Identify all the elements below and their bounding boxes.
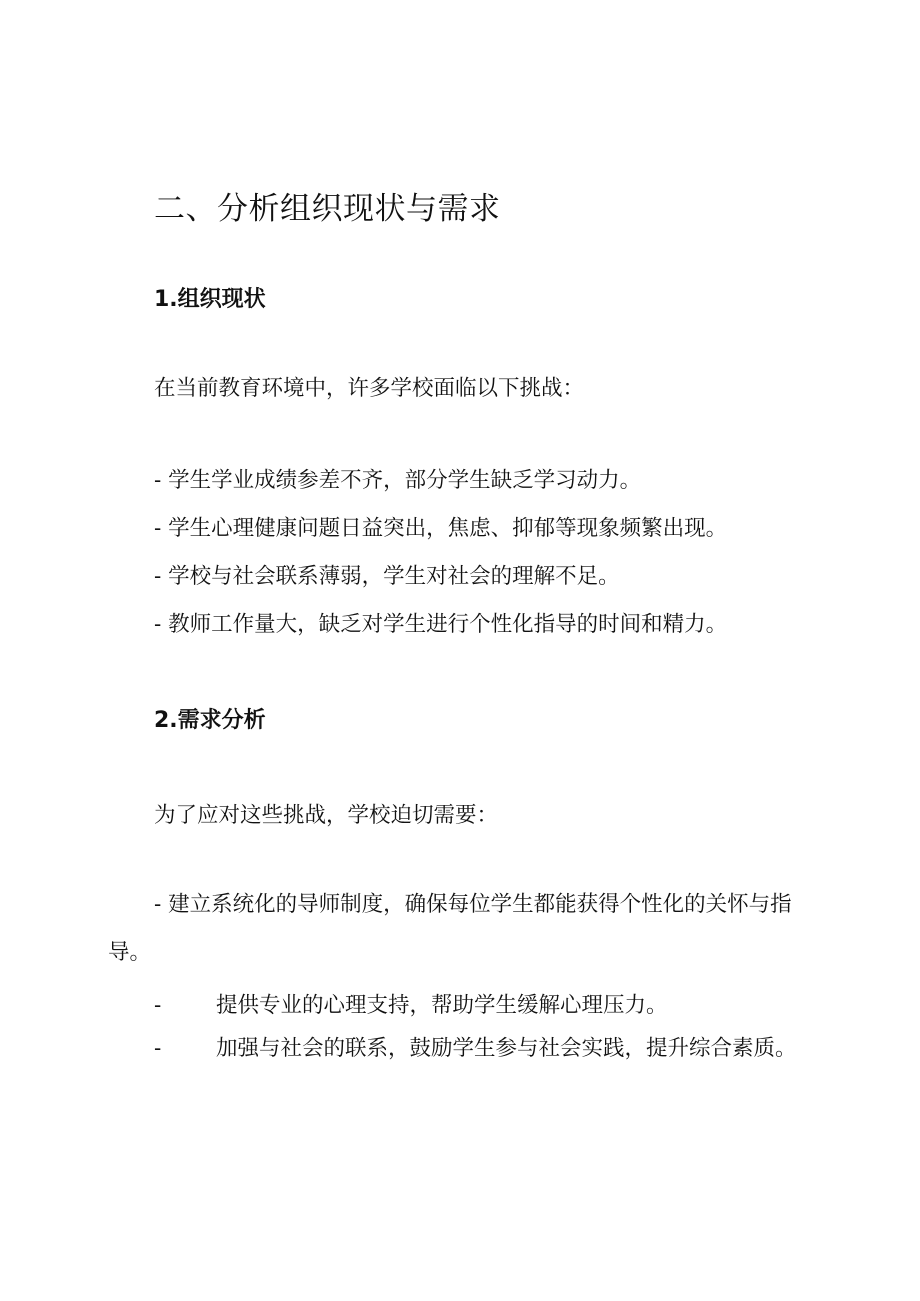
page-title: 二、分析组织现状与需求 — [154, 191, 501, 227]
need-item-text: 提供专业的心理支持，帮助学生缓解心理压力。 — [216, 993, 668, 1018]
challenge-item: - 学校与社会联系薄弱，学生对社会的理解不足。 — [154, 564, 620, 589]
challenge-item: - 学生心理健康问题日益突出，焦虑、抑郁等现象频繁出现。 — [154, 516, 728, 541]
need-item — [108, 1025, 808, 1073]
section-heading-current-status: 1.组织现状 — [154, 287, 266, 312]
section2-intro: 为了应对这些挑战，学校迫切需要： — [154, 803, 499, 828]
list-dash: - — [154, 993, 162, 1018]
section-heading-needs-analysis: 2.需求分析 — [154, 708, 266, 733]
section1-intro: 在当前教育环境中，许多学校面临以下挑战： — [154, 376, 585, 401]
need-item — [154, 988, 668, 1019]
challenge-item: - 学生学业成绩参差不齐，部分学生缺乏学习动力。 — [154, 468, 642, 493]
need-item-text: 加强与社会的联系，鼓励学生参与社会实践，提升综合素质。 — [216, 1036, 797, 1061]
need-item: - 建立系统化的导师制度，确保每位学生都能获得个性化的关怀与指导。 — [108, 892, 792, 965]
list-dash: - — [154, 1036, 162, 1061]
challenge-item: - 教师工作量大，缺乏对学生进行个性化指导的时间和精力。 — [154, 612, 728, 637]
